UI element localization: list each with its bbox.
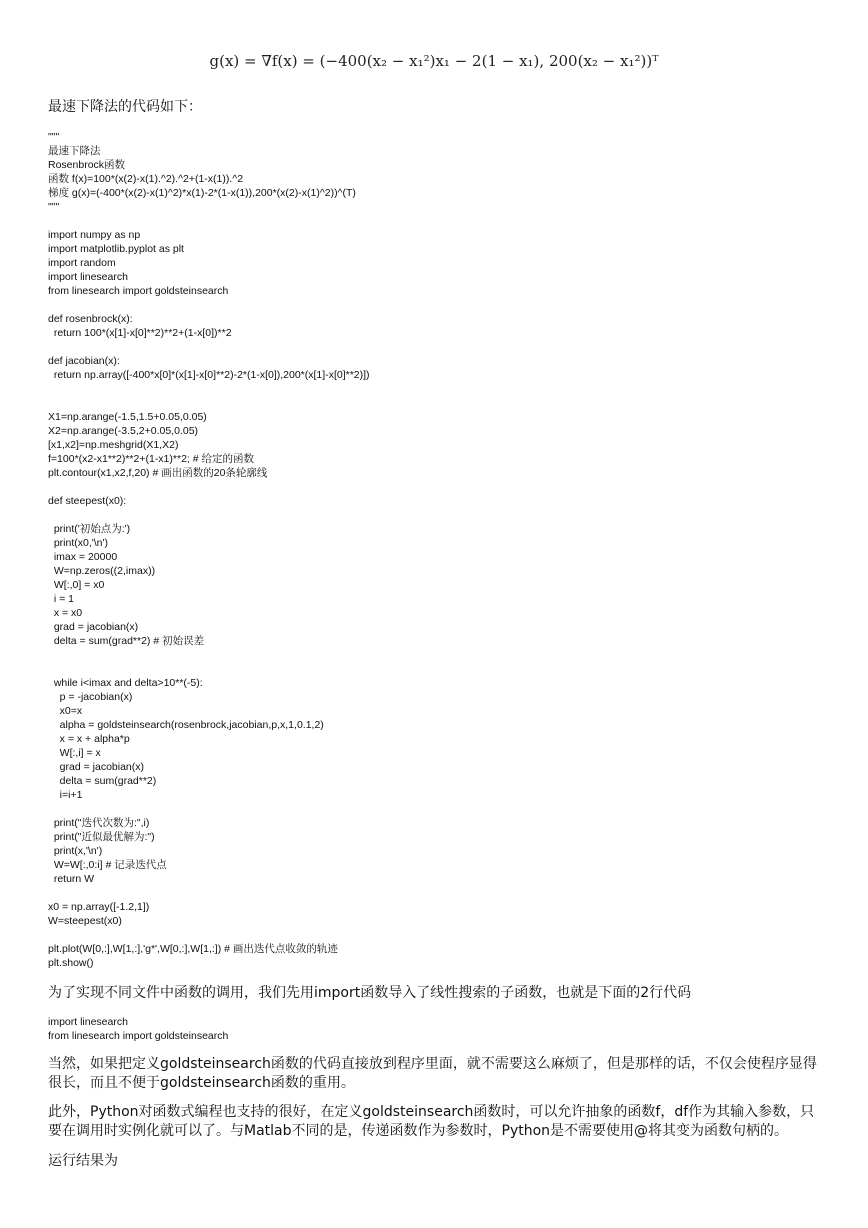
intro-text: 最速下降法的代码如下：: [48, 99, 202, 115]
code-block-import: import linesearch from linesearch import goldsteinsearch: [48, 1016, 229, 1042]
paragraph-functional: 此外，Python对函数式编程也支持的很好，在定义goldsteinsearch函数时，可以允许抽象的函数f，df作为其输入参数，只要在调用时实例化就可以了。与Matlab不同的是，传递函数作为参数时，Python是不需要使用@将其变为函数句柄的。: [48, 1104, 815, 1139]
code-block-main: """ 最速下降法 Rosenbrock函数 函数 f(x)=100*(x(2)-x(1).^2).^2+(1-x(1)).^2 梯度 g(x)=(-400*(x(2)-x(1)^2)*x(1)-2*(1-x(1)),200*(x(2)-x(1)^2))^(T) """ import numpy as np import matplotlib.pyplot as plt import random import linesearch from linesearch import goldsteinsearch def rosenbrock(x): return 100*(x[1]-x[0]**2)**2+(1-x[0])**2 def jacobian(x): return np.array([-400*x[0]*(x[1]-x[0]**2)-2*(1-x[0]),200*(x[1]-x[0]**2)]) X1=np.arange(-1.5,1.5+0.05,0.05) X2=np.arange(-3.5,2+0.05,0.05) [x1,x2]=np.meshgrid(X1,X2) f=100*(x2-x1**2)**2+(1-x1)**2; # 给定的函数 plt.contour(x1,x2,f,20) # 画出函数的20条轮廓线 def steepest(x0): print('初始点为:') print(x0,'\n') imax = 20000 W=np.zeros((2,imax)) W[:,0] = x0 i = 1 x = x0 grad = jacobian(x) delta = sum(grad**2) # 初始误差 while i<imax and delta>10**(-5): p = -jacobian(x) x0=x alpha = goldsteinsearch(rosenbrock,jacobian,p,x,1,0.1,2) x = x + alpha*p W[:,i] = x grad = jacobian(x) delta = sum(grad**2) i=i+1 print("迭代次数为:",i) print("近似最优解为:") print(x,'\n') W=W[:,0:i] # 记录迭代点 return W x0 = np.array([-1.2,1]) W=steepest(x0) plt.plot(W[0,:],W[1,:],'g*',W[0,:],W[1,:]) # 画出迭代点收敛的轨迹 plt.show(): [48, 131, 370, 969]
gradient-formula: g(x) = ∇f(x) = (−400(x₂ − x₁²)x₁ − 2(1 − x₁), 200(x₂ − x₁²))ᵀ: [209, 52, 659, 70]
paragraph-result: 运行结果为: [48, 1153, 118, 1169]
paragraph-import: 为了实现不同文件中函数的调用，我们先用import函数导入了线性搜索的子函数，也就是下面的2行代码: [48, 985, 692, 1001]
paragraph-define: 当然，如果把定义goldsteinsearch函数的代码直接放到程序里面，就不需要这么麻烦了，但是那样的话，不仅会使程序显得很长，而且不便于goldsteinsearch函数的重用。: [48, 1056, 817, 1091]
